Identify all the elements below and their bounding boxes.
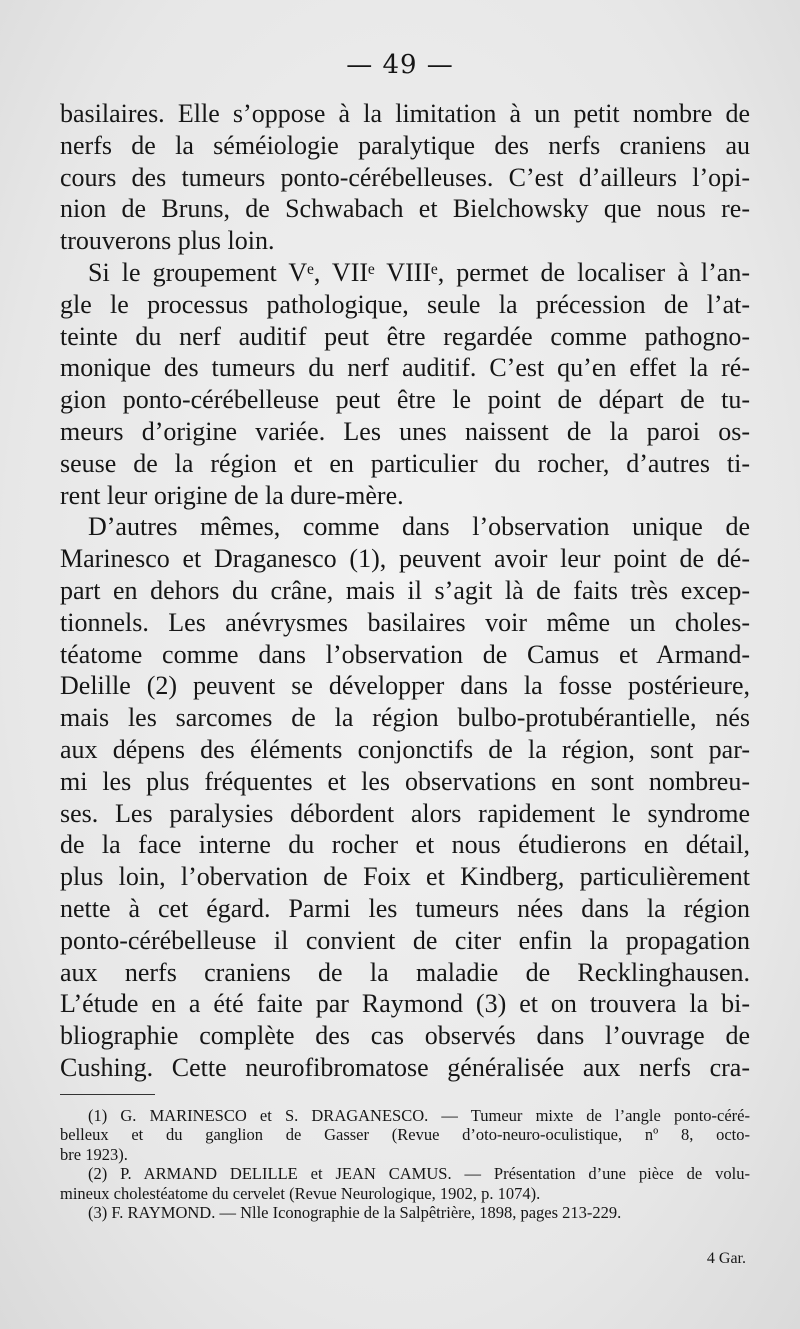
footnotes	[60, 1106, 750, 1222]
footnote-line: (1) G. MARINESCO et S. DRAGANESCO. — Tumeur mixte de l’angle ponto-céré-	[88, 1106, 750, 1125]
text-line: D’autres mêmes, comme dans l’observation unique de	[88, 512, 750, 542]
footnote-line: bre 1923).	[60, 1144, 128, 1164]
text-line: aux nerfs craniens de la maladie de Recklinghausen.	[60, 957, 750, 987]
text-line: aux dépens des éléments conjonctifs de la région, sont par-	[60, 734, 750, 764]
footnote-line: (2) P. ARMAND DELILLE et JEAN CAMUS. — Présentation d’une pièce de volu-	[88, 1164, 750, 1184]
text-line: seuse de la région et en particulier du rocher, d’autres ti-	[60, 448, 750, 478]
text-line: bliographie complète des cas observés dans l’ouvrage de	[60, 1021, 750, 1051]
text-line: part en dehors du crâne, mais il s’agit là de faits très excep-	[60, 575, 750, 605]
text-line: tionnels. Les anévrysmes basilaires voir même un choles-	[60, 607, 750, 637]
text-line: Si le groupement Vᵉ, VIIᵉ VIIIᵉ, permet de localiser à l’an-	[88, 257, 750, 287]
text-line: L’étude en a été faite par Raymond (3) et on trouvera la bi-	[60, 989, 750, 1019]
text-line: de la face interne du rocher et nous étudierons en détail,	[60, 830, 750, 860]
footnote-line: mineux cholestéatome du cervelet (Revue Neurologique, 1902, p. 1074).	[60, 1183, 541, 1203]
text-line: rent leur origine de la dure-mère.	[60, 480, 404, 510]
text-line: ponto-cérébelleuse il convient de citer enfin la propagation	[60, 925, 750, 955]
text-line: basilaires. Elle s’oppose à la limitation à un petit nombre de	[60, 99, 750, 128]
text-line: Cushing. Cette neurofibromatose généralisée aux nerfs cra-	[60, 1052, 750, 1082]
footnote-line: (3) F. RAYMOND. — Nlle Iconographie de la Salpêtrière, 1898, pages 213-229.	[88, 1202, 622, 1222]
text-line: nion de Bruns, de Schwabach et Bielchowsky que nous re-	[60, 194, 750, 224]
text-line: mi les plus fréquentes et les observations en sont nombreu-	[60, 766, 750, 796]
text-line: gion ponto-cérébelleuse peut être le point de départ de tu-	[60, 385, 750, 415]
text-line: monique des tumeurs du nerf auditif. C’est qu’en effet la ré-	[60, 353, 750, 383]
text-line: Delille (2) peuvent se développer dans la fosse postérieure,	[60, 671, 750, 701]
text-line: téatome comme dans l’observation de Camus et Armand-	[60, 639, 750, 669]
text-line: Marinesco et Draganesco (1), peuvent avoir leur point de dé-	[60, 544, 750, 574]
footnote-divider	[60, 1094, 155, 1095]
text-line: ses. Les paralysies débordent alors rapidement le syndrome	[60, 798, 750, 828]
printer-signature-mark: 4 Gar.	[706, 1250, 746, 1267]
text-line: meurs d’origine variée. Les unes naissent de la paroi os-	[60, 416, 750, 446]
text-line: trouverons plus loin.	[60, 226, 275, 256]
page-number: — 49 —	[346, 50, 454, 80]
text-line: plus loin, l’obervation de Foix et Kindberg, particulièrement	[60, 862, 750, 892]
text-line: nette à cet égard. Parmi les tumeurs nées dans la région	[60, 893, 750, 923]
text-line: cours des tumeurs ponto-cérébelleuses. C’est d’ailleurs l’opi-	[60, 162, 750, 192]
text-line: nerfs de la séméiologie paralytique des nerfs craniens au	[60, 130, 750, 160]
text-line: teinte du nerf auditif peut être regardée comme pathogno-	[60, 321, 750, 351]
body-text	[60, 98, 750, 1084]
footnote-line: belleux et du ganglion de Gasser (Revue d’oto-neuro-oculistique, nº 8, octo-	[60, 1125, 750, 1145]
text-line: mais les sarcomes de la région bulbo-protubérantielle, nés	[60, 703, 750, 733]
text-line: gle le processus pathologique, seule la précession de l’at-	[60, 289, 750, 319]
